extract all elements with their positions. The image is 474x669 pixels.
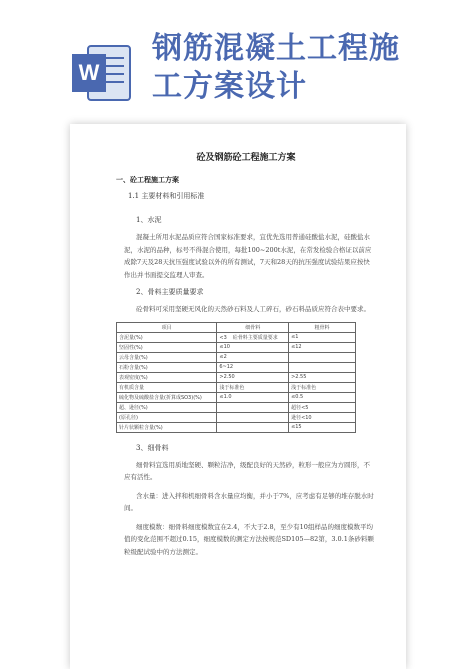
table-cell: ≤1 (289, 332, 356, 342)
table-cell: 超径<5 (289, 402, 356, 412)
document-title: 砼及钢筋砼工程施工方案 (196, 153, 296, 163)
table-cell: 针片状颗粒含量(%) (117, 422, 217, 432)
table-cell (217, 402, 289, 412)
table-cell: >2.55 (289, 372, 356, 382)
table-cell: ≤0.5 (289, 392, 356, 402)
aggregate-heading: 2、骨料主要质量要求 (136, 288, 204, 296)
table-cell (289, 362, 356, 372)
word-logo-icon (68, 40, 134, 106)
table-cell (289, 352, 356, 362)
table-cell: ≤10 (217, 342, 289, 352)
cover-title-line-1: 钢筋混凝土工程施 (152, 31, 400, 66)
table-row (117, 362, 356, 372)
table-cell (217, 422, 289, 432)
aggregate-quality-table (116, 322, 356, 433)
table-cell: ≤12 (289, 342, 356, 352)
table-cell: 表观密度(%) (117, 372, 217, 382)
logo-letter: W (78, 60, 100, 85)
fine-aggregate-paragraph-1: 细骨料宜选用质地坚硬、颗粒洁净，级配良好的天然砂，粒形一般应为方圆形，不应有活性。 (124, 460, 370, 481)
table-cell (217, 412, 289, 422)
table-cell: 浅于标准色 (217, 382, 289, 392)
cement-paragraph: 混凝土所用水泥品质应符合国家标准要求，宜优先选用普通硅酸盐水泥，硅酸盐水泥，水泥的品种，标号不得混合使用，每批100~200t水泥，在常发检验合格证以前应成除7天及28天抗压强度试验以外的所有测试，7天和28天的抗压强度试验结果应按快作出并书面提交监理人审查。 (124, 233, 372, 279)
table-cell: 有机质含量 (117, 382, 217, 392)
table-cell: 超、逊径(%) (117, 402, 217, 412)
table-cell: >2.50 (217, 372, 289, 382)
table-cell: ≤1.0 (217, 392, 289, 402)
table-cell: 逊径<10 (289, 412, 356, 422)
table-cell: (原孔径) (117, 412, 217, 422)
table-cell: 浅于标准色 (289, 382, 356, 392)
table-cell: <3 砼骨料主要质量要求 (217, 332, 289, 342)
table-row (117, 342, 356, 352)
table-header-cell: 粗骨料 (289, 322, 356, 332)
table-header-cell: 细骨料 (217, 322, 289, 332)
table-row (117, 332, 356, 342)
document-body (116, 150, 376, 564)
section-heading: 一、砼工程施工方案 (116, 175, 179, 184)
table-cell: 6~12 (217, 362, 289, 372)
table-caption-overlay: 砼骨料主要质量要求 (232, 334, 278, 341)
fine-aggregate-heading: 3、细骨料 (136, 443, 169, 452)
table-cell: 硫化物及硫酸盐含量(折算成SO3)(%) (117, 392, 217, 402)
table-header-cell: 项目 (117, 322, 217, 332)
table-cell: 含泥量(%) (117, 332, 217, 342)
table-cell: 坚固性(%) (117, 342, 217, 352)
table-row (117, 372, 356, 382)
table-row (117, 412, 356, 422)
fine-aggregate-paragraph-2: 含水量：进入拌和机细骨料含水量应均衡，并小于7%，应考虑有足够的堆存脱水时间。 (124, 491, 374, 512)
cover-title (152, 30, 452, 106)
subsection-heading: 1.1 主要材料和引用标准 (128, 192, 205, 200)
table-cell: ≤2 (217, 352, 289, 362)
table-header-row (117, 322, 356, 332)
table-cell: 石粉含量(%) (117, 362, 217, 372)
table-cell: ≤15 (289, 422, 356, 432)
cover-title-line-2: 工方案设计 (152, 69, 307, 104)
table-row (117, 392, 356, 402)
aggregate-paragraph: 砼骨料可采用坚硬无风化的天然砂石料及人工碎石，砂石料品质应符合表中要求。 (136, 305, 370, 313)
fine-aggregate-paragraph-3: 细度模数：细骨料细度模数宜在2.4，不大于2.8，至少有10组样品的细度模数平均值的变化范围不超过0.15，细度模数的测定方法按规范SD105—82第，3.0.1条砂料颗粒级配试验中的方法测定。 (124, 522, 374, 556)
table-row (117, 352, 356, 362)
table-cell: 云母含量(%) (117, 352, 217, 362)
table-row (117, 422, 356, 432)
cement-heading: 1、水泥 (136, 216, 162, 224)
table-row (117, 402, 356, 412)
table-row (117, 382, 356, 392)
